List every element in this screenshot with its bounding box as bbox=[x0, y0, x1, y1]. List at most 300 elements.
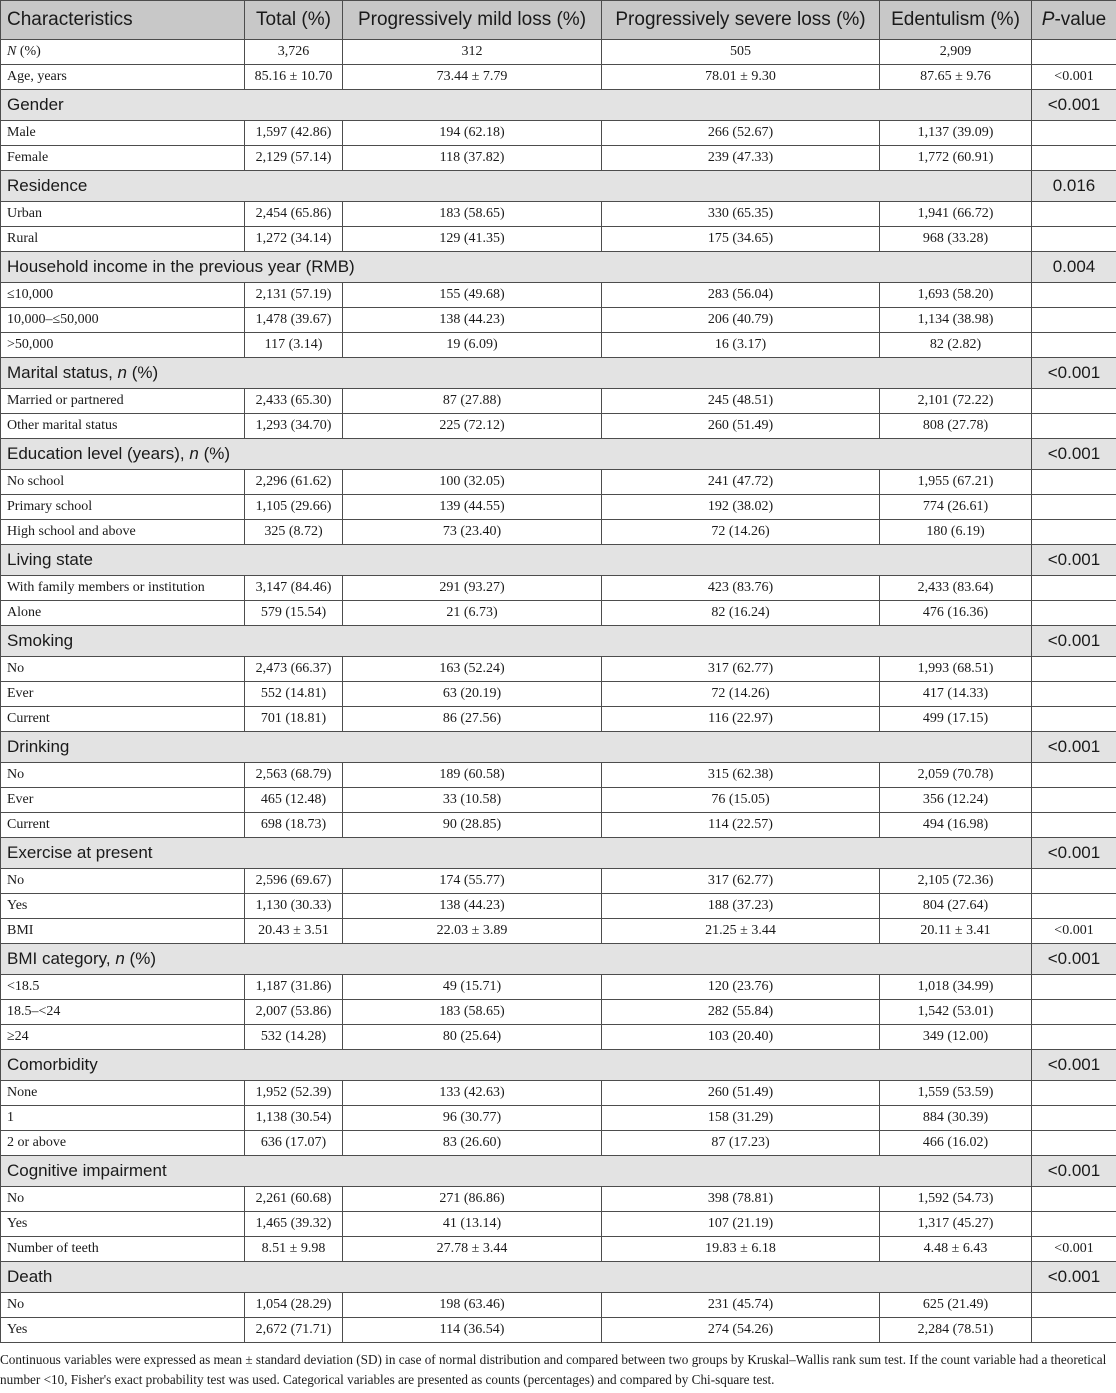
section-label: Living state bbox=[1, 545, 1032, 576]
cell-edentulism: 1,772 (60.91) bbox=[880, 146, 1032, 171]
cell-severe-loss: 274 (54.26) bbox=[602, 1318, 880, 1343]
section-row bbox=[1, 252, 1116, 283]
cell-mild-loss: 114 (36.54) bbox=[343, 1318, 602, 1343]
cell-edentulism: 20.11 ± 3.41 bbox=[880, 919, 1032, 944]
section-label: Marital status, n (%) bbox=[1, 358, 1032, 389]
cell-mild-loss: 133 (42.63) bbox=[343, 1081, 602, 1106]
cell-p-value bbox=[1032, 227, 1116, 252]
cell-edentulism: 625 (21.49) bbox=[880, 1293, 1032, 1318]
cell-edentulism: 2,433 (83.64) bbox=[880, 576, 1032, 601]
section-p-value: 0.004 bbox=[1032, 252, 1116, 283]
cell-total: 2,454 (65.86) bbox=[245, 202, 343, 227]
cell-severe-loss: 423 (83.76) bbox=[602, 576, 880, 601]
section-label: Gender bbox=[1, 90, 1032, 121]
cell-severe-loss: 315 (62.38) bbox=[602, 763, 880, 788]
section-p-value: <0.001 bbox=[1032, 838, 1116, 869]
cell-edentulism: 1,134 (38.98) bbox=[880, 308, 1032, 333]
cell-mild-loss: 291 (93.27) bbox=[343, 576, 602, 601]
cell-total: 2,296 (61.62) bbox=[245, 470, 343, 495]
row-label: 10,000–≤50,000 bbox=[1, 308, 245, 333]
cell-severe-loss: 245 (48.51) bbox=[602, 389, 880, 414]
cell-total: 1,465 (39.32) bbox=[245, 1212, 343, 1237]
cell-p-value bbox=[1032, 520, 1116, 545]
cell-severe-loss: 114 (22.57) bbox=[602, 813, 880, 838]
cell-p-value: <0.001 bbox=[1032, 919, 1116, 944]
cell-mild-loss: 118 (37.82) bbox=[343, 146, 602, 171]
row-label: Current bbox=[1, 707, 245, 732]
row-label: Yes bbox=[1, 1318, 245, 1343]
cell-mild-loss: 83 (26.60) bbox=[343, 1131, 602, 1156]
cell-p-value bbox=[1032, 1293, 1116, 1318]
cell-total: 2,261 (60.68) bbox=[245, 1187, 343, 1212]
table-row bbox=[1, 601, 1116, 626]
cell-total: 1,138 (30.54) bbox=[245, 1106, 343, 1131]
section-p-value: <0.001 bbox=[1032, 1156, 1116, 1187]
row-label: With family members or institution bbox=[1, 576, 245, 601]
table-row bbox=[1, 495, 1116, 520]
cell-p-value bbox=[1032, 40, 1116, 65]
section-row bbox=[1, 90, 1116, 121]
cell-severe-loss: 231 (45.74) bbox=[602, 1293, 880, 1318]
cell-severe-loss: 116 (22.97) bbox=[602, 707, 880, 732]
cell-total: 2,672 (71.71) bbox=[245, 1318, 343, 1343]
section-label: Residence bbox=[1, 171, 1032, 202]
section-label: Death bbox=[1, 1262, 1032, 1293]
table-row bbox=[1, 813, 1116, 838]
cell-mild-loss: 33 (10.58) bbox=[343, 788, 602, 813]
header-characteristics: Characteristics bbox=[1, 1, 245, 40]
cell-mild-loss: 27.78 ± 3.44 bbox=[343, 1237, 602, 1262]
cell-severe-loss: 260 (51.49) bbox=[602, 414, 880, 439]
table-row bbox=[1, 682, 1116, 707]
section-p-value: <0.001 bbox=[1032, 1050, 1116, 1081]
cell-severe-loss: 505 bbox=[602, 40, 880, 65]
table-row bbox=[1, 1237, 1116, 1262]
cell-severe-loss: 72 (14.26) bbox=[602, 682, 880, 707]
section-label: Cognitive impairment bbox=[1, 1156, 1032, 1187]
cell-severe-loss: 175 (34.65) bbox=[602, 227, 880, 252]
section-row bbox=[1, 1156, 1116, 1187]
cell-p-value bbox=[1032, 1025, 1116, 1050]
cell-severe-loss: 21.25 ± 3.44 bbox=[602, 919, 880, 944]
cell-mild-loss: 63 (20.19) bbox=[343, 682, 602, 707]
cell-mild-loss: 183 (58.65) bbox=[343, 1000, 602, 1025]
table-row bbox=[1, 763, 1116, 788]
table-row bbox=[1, 1131, 1116, 1156]
header-edentulism: Edentulism (%) bbox=[880, 1, 1032, 40]
table-row bbox=[1, 146, 1116, 171]
cell-edentulism: 2,059 (70.78) bbox=[880, 763, 1032, 788]
table-row bbox=[1, 894, 1116, 919]
cell-p-value bbox=[1032, 1212, 1116, 1237]
row-label: No bbox=[1, 869, 245, 894]
section-p-value: <0.001 bbox=[1032, 626, 1116, 657]
stat-symbol: n bbox=[189, 444, 199, 463]
row-label: High school and above bbox=[1, 520, 245, 545]
cell-severe-loss: 82 (16.24) bbox=[602, 601, 880, 626]
table-row bbox=[1, 1106, 1116, 1131]
row-label: Number of teeth bbox=[1, 1237, 245, 1262]
cell-edentulism: 1,592 (54.73) bbox=[880, 1187, 1032, 1212]
cell-severe-loss: 188 (37.23) bbox=[602, 894, 880, 919]
table-row bbox=[1, 919, 1116, 944]
cell-edentulism: 1,018 (34.99) bbox=[880, 975, 1032, 1000]
cell-edentulism: 1,955 (67.21) bbox=[880, 470, 1032, 495]
row-label: No school bbox=[1, 470, 245, 495]
cell-p-value bbox=[1032, 975, 1116, 1000]
table-row bbox=[1, 414, 1116, 439]
cell-p-value: <0.001 bbox=[1032, 65, 1116, 90]
section-label: Exercise at present bbox=[1, 838, 1032, 869]
cell-severe-loss: 206 (40.79) bbox=[602, 308, 880, 333]
section-p-value: 0.016 bbox=[1032, 171, 1116, 202]
cell-mild-loss: 80 (25.64) bbox=[343, 1025, 602, 1050]
row-label: 2 or above bbox=[1, 1131, 245, 1156]
cell-total: 2,129 (57.14) bbox=[245, 146, 343, 171]
row-label: No bbox=[1, 657, 245, 682]
cell-total: 579 (15.54) bbox=[245, 601, 343, 626]
row-label: ≤10,000 bbox=[1, 283, 245, 308]
row-label: No bbox=[1, 1293, 245, 1318]
header-total: Total (%) bbox=[245, 1, 343, 40]
cell-edentulism: 349 (12.00) bbox=[880, 1025, 1032, 1050]
cell-severe-loss: 239 (47.33) bbox=[602, 146, 880, 171]
row-label: Female bbox=[1, 146, 245, 171]
cell-severe-loss: 266 (52.67) bbox=[602, 121, 880, 146]
section-label: Comorbidity bbox=[1, 1050, 1032, 1081]
section-row bbox=[1, 1262, 1116, 1293]
cell-p-value bbox=[1032, 1106, 1116, 1131]
table-row bbox=[1, 202, 1116, 227]
cell-total: 698 (18.73) bbox=[245, 813, 343, 838]
cell-mild-loss: 189 (60.58) bbox=[343, 763, 602, 788]
cell-mild-loss: 96 (30.77) bbox=[343, 1106, 602, 1131]
table-row bbox=[1, 707, 1116, 732]
row-label: Rural bbox=[1, 227, 245, 252]
cell-mild-loss: 183 (58.65) bbox=[343, 202, 602, 227]
cell-p-value bbox=[1032, 283, 1116, 308]
table-row bbox=[1, 869, 1116, 894]
table-row bbox=[1, 576, 1116, 601]
cell-severe-loss: 16 (3.17) bbox=[602, 333, 880, 358]
cell-p-value bbox=[1032, 763, 1116, 788]
row-label: Age, years bbox=[1, 65, 245, 90]
cell-severe-loss: 317 (62.77) bbox=[602, 657, 880, 682]
row-label: N (%) bbox=[1, 40, 245, 65]
cell-mild-loss: 174 (55.77) bbox=[343, 869, 602, 894]
cell-total: 2,563 (68.79) bbox=[245, 763, 343, 788]
cell-mild-loss: 194 (62.18) bbox=[343, 121, 602, 146]
table-row bbox=[1, 283, 1116, 308]
cell-p-value bbox=[1032, 414, 1116, 439]
cell-edentulism: 1,559 (53.59) bbox=[880, 1081, 1032, 1106]
cell-total: 465 (12.48) bbox=[245, 788, 343, 813]
table-row bbox=[1, 1187, 1116, 1212]
cell-p-value bbox=[1032, 1187, 1116, 1212]
section-label: Smoking bbox=[1, 626, 1032, 657]
table-row bbox=[1, 520, 1116, 545]
cell-total: 3,726 bbox=[245, 40, 343, 65]
cell-total: 1,187 (31.86) bbox=[245, 975, 343, 1000]
cell-p-value bbox=[1032, 682, 1116, 707]
cell-p-value bbox=[1032, 1000, 1116, 1025]
section-row bbox=[1, 545, 1116, 576]
cell-total: 552 (14.81) bbox=[245, 682, 343, 707]
cell-total: 1,952 (52.39) bbox=[245, 1081, 343, 1106]
cell-p-value bbox=[1032, 333, 1116, 358]
cell-edentulism: 808 (27.78) bbox=[880, 414, 1032, 439]
cell-total: 2,433 (65.30) bbox=[245, 389, 343, 414]
table-row bbox=[1, 975, 1116, 1000]
row-label: No bbox=[1, 763, 245, 788]
cell-edentulism: 2,909 bbox=[880, 40, 1032, 65]
cell-edentulism: 476 (16.36) bbox=[880, 601, 1032, 626]
cell-edentulism: 1,137 (39.09) bbox=[880, 121, 1032, 146]
cell-total: 20.43 ± 3.51 bbox=[245, 919, 343, 944]
cell-severe-loss: 19.83 ± 6.18 bbox=[602, 1237, 880, 1262]
cell-p-value bbox=[1032, 146, 1116, 171]
table-footnote: Continuous variables were expressed as mean ± standard deviation (SD) in case of normal distribution and compared between two groups by Kruskal–Wallis rank sum test. If the count variable had a theoretical number <10, Fisher's exact probability test was used. Categorical variables are presented as counts (percentages) and compared by Chi-square test. bbox=[0, 1352, 1107, 1387]
cell-p-value bbox=[1032, 1318, 1116, 1343]
cell-total: 2,473 (66.37) bbox=[245, 657, 343, 682]
cell-edentulism: 417 (14.33) bbox=[880, 682, 1032, 707]
section-row bbox=[1, 171, 1116, 202]
row-label: Primary school bbox=[1, 495, 245, 520]
table-row bbox=[1, 788, 1116, 813]
cell-edentulism: 4.48 ± 6.43 bbox=[880, 1237, 1032, 1262]
cell-severe-loss: 282 (55.84) bbox=[602, 1000, 880, 1025]
cell-severe-loss: 317 (62.77) bbox=[602, 869, 880, 894]
cell-mild-loss: 138 (44.23) bbox=[343, 894, 602, 919]
cell-p-value bbox=[1032, 601, 1116, 626]
cell-p-value bbox=[1032, 657, 1116, 682]
cell-edentulism: 774 (26.61) bbox=[880, 495, 1032, 520]
cell-edentulism: 82 (2.82) bbox=[880, 333, 1032, 358]
cell-edentulism: 884 (30.39) bbox=[880, 1106, 1032, 1131]
cell-mild-loss: 49 (15.71) bbox=[343, 975, 602, 1000]
cell-p-value bbox=[1032, 894, 1116, 919]
cell-mild-loss: 41 (13.14) bbox=[343, 1212, 602, 1237]
cell-edentulism: 2,105 (72.36) bbox=[880, 869, 1032, 894]
cell-severe-loss: 76 (15.05) bbox=[602, 788, 880, 813]
cell-p-value bbox=[1032, 813, 1116, 838]
header-row bbox=[1, 1, 1116, 40]
cell-edentulism: 804 (27.64) bbox=[880, 894, 1032, 919]
cell-mild-loss: 271 (86.86) bbox=[343, 1187, 602, 1212]
cell-severe-loss: 241 (47.72) bbox=[602, 470, 880, 495]
section-label: Education level (years), n (%) bbox=[1, 439, 1032, 470]
table-row bbox=[1, 1212, 1116, 1237]
cell-mild-loss: 225 (72.12) bbox=[343, 414, 602, 439]
cell-p-value bbox=[1032, 576, 1116, 601]
cell-severe-loss: 120 (23.76) bbox=[602, 975, 880, 1000]
section-label: BMI category, n (%) bbox=[1, 944, 1032, 975]
cell-total: 1,293 (34.70) bbox=[245, 414, 343, 439]
cell-severe-loss: 192 (38.02) bbox=[602, 495, 880, 520]
row-label: No bbox=[1, 1187, 245, 1212]
table-row bbox=[1, 40, 1116, 65]
table-row bbox=[1, 389, 1116, 414]
cell-mild-loss: 86 (27.56) bbox=[343, 707, 602, 732]
cell-p-value bbox=[1032, 470, 1116, 495]
cell-p-value bbox=[1032, 1081, 1116, 1106]
cell-total: 1,478 (39.67) bbox=[245, 308, 343, 333]
row-label: >50,000 bbox=[1, 333, 245, 358]
section-label: Household income in the previous year (RMB) bbox=[1, 252, 1032, 283]
cell-total: 701 (18.81) bbox=[245, 707, 343, 732]
cell-mild-loss: 139 (44.55) bbox=[343, 495, 602, 520]
table-row bbox=[1, 65, 1116, 90]
table-row bbox=[1, 333, 1116, 358]
table-row bbox=[1, 1081, 1116, 1106]
stat-symbol: n bbox=[115, 949, 125, 968]
cell-severe-loss: 260 (51.49) bbox=[602, 1081, 880, 1106]
cell-mild-loss: 87 (27.88) bbox=[343, 389, 602, 414]
section-row bbox=[1, 439, 1116, 470]
section-row bbox=[1, 944, 1116, 975]
cell-total: 1,105 (29.66) bbox=[245, 495, 343, 520]
row-label: Male bbox=[1, 121, 245, 146]
cell-total: 532 (14.28) bbox=[245, 1025, 343, 1050]
section-p-value: <0.001 bbox=[1032, 1262, 1116, 1293]
section-p-value: <0.001 bbox=[1032, 545, 1116, 576]
stat-symbol: N bbox=[7, 44, 17, 59]
cell-total: 325 (8.72) bbox=[245, 520, 343, 545]
stat-symbol: P bbox=[1041, 9, 1055, 30]
cell-total: 636 (17.07) bbox=[245, 1131, 343, 1156]
cell-mild-loss: 100 (32.05) bbox=[343, 470, 602, 495]
cell-edentulism: 494 (16.98) bbox=[880, 813, 1032, 838]
cell-severe-loss: 72 (14.26) bbox=[602, 520, 880, 545]
cell-edentulism: 1,993 (68.51) bbox=[880, 657, 1032, 682]
cell-total: 117 (3.14) bbox=[245, 333, 343, 358]
row-label: None bbox=[1, 1081, 245, 1106]
section-row bbox=[1, 1050, 1116, 1081]
row-label: Married or partnered bbox=[1, 389, 245, 414]
row-label: Other marital status bbox=[1, 414, 245, 439]
row-label: Alone bbox=[1, 601, 245, 626]
cell-mild-loss: 21 (6.73) bbox=[343, 601, 602, 626]
cell-p-value: <0.001 bbox=[1032, 1237, 1116, 1262]
cell-p-value bbox=[1032, 707, 1116, 732]
cell-edentulism: 87.65 ± 9.76 bbox=[880, 65, 1032, 90]
section-p-value: <0.001 bbox=[1032, 439, 1116, 470]
table-header bbox=[1, 1, 1116, 40]
row-label: Yes bbox=[1, 1212, 245, 1237]
cell-severe-loss: 330 (65.35) bbox=[602, 202, 880, 227]
cell-mild-loss: 19 (6.09) bbox=[343, 333, 602, 358]
table-row bbox=[1, 470, 1116, 495]
cell-total: 1,597 (42.86) bbox=[245, 121, 343, 146]
header-mild-loss: Progressively mild loss (%) bbox=[343, 1, 602, 40]
cell-edentulism: 356 (12.24) bbox=[880, 788, 1032, 813]
cell-edentulism: 2,101 (72.22) bbox=[880, 389, 1032, 414]
cell-total: 1,054 (28.29) bbox=[245, 1293, 343, 1318]
cell-severe-loss: 398 (78.81) bbox=[602, 1187, 880, 1212]
cell-edentulism: 968 (33.28) bbox=[880, 227, 1032, 252]
cell-edentulism: 180 (6.19) bbox=[880, 520, 1032, 545]
cell-edentulism: 2,284 (78.51) bbox=[880, 1318, 1032, 1343]
header-p-value: P-value bbox=[1032, 1, 1116, 40]
cell-edentulism: 499 (17.15) bbox=[880, 707, 1032, 732]
cell-severe-loss: 158 (31.29) bbox=[602, 1106, 880, 1131]
cell-p-value bbox=[1032, 121, 1116, 146]
stat-symbol: n bbox=[117, 363, 128, 382]
cell-total: 8.51 ± 9.98 bbox=[245, 1237, 343, 1262]
cell-mild-loss: 73.44 ± 7.79 bbox=[343, 65, 602, 90]
cell-edentulism: 1,693 (58.20) bbox=[880, 283, 1032, 308]
row-label: Urban bbox=[1, 202, 245, 227]
cell-edentulism: 1,941 (66.72) bbox=[880, 202, 1032, 227]
cell-edentulism: 1,317 (45.27) bbox=[880, 1212, 1032, 1237]
section-p-value: <0.001 bbox=[1032, 90, 1116, 121]
cell-total: 1,272 (34.14) bbox=[245, 227, 343, 252]
table-row bbox=[1, 227, 1116, 252]
cell-severe-loss: 103 (20.40) bbox=[602, 1025, 880, 1050]
table-body bbox=[1, 40, 1116, 1343]
cell-p-value bbox=[1032, 495, 1116, 520]
section-row bbox=[1, 732, 1116, 763]
cell-total: 85.16 ± 10.70 bbox=[245, 65, 343, 90]
row-label: 1 bbox=[1, 1106, 245, 1131]
cell-total: 1,130 (30.33) bbox=[245, 894, 343, 919]
row-label: 18.5–<24 bbox=[1, 1000, 245, 1025]
cell-mild-loss: 73 (23.40) bbox=[343, 520, 602, 545]
section-row bbox=[1, 358, 1116, 389]
table-row bbox=[1, 1318, 1116, 1343]
cell-mild-loss: 312 bbox=[343, 40, 602, 65]
cell-total: 2,596 (69.67) bbox=[245, 869, 343, 894]
cell-total: 2,007 (53.86) bbox=[245, 1000, 343, 1025]
cell-p-value bbox=[1032, 869, 1116, 894]
row-label: Yes bbox=[1, 894, 245, 919]
table-row bbox=[1, 1000, 1116, 1025]
row-label: Current bbox=[1, 813, 245, 838]
row-label: Ever bbox=[1, 788, 245, 813]
row-label: <18.5 bbox=[1, 975, 245, 1000]
section-label: Drinking bbox=[1, 732, 1032, 763]
cell-edentulism: 1,542 (53.01) bbox=[880, 1000, 1032, 1025]
cell-edentulism: 466 (16.02) bbox=[880, 1131, 1032, 1156]
row-label: ≥24 bbox=[1, 1025, 245, 1050]
cell-severe-loss: 107 (21.19) bbox=[602, 1212, 880, 1237]
table-row bbox=[1, 1025, 1116, 1050]
table-row bbox=[1, 121, 1116, 146]
cell-p-value bbox=[1032, 389, 1116, 414]
table-row bbox=[1, 308, 1116, 333]
cell-mild-loss: 138 (44.23) bbox=[343, 308, 602, 333]
cell-mild-loss: 90 (28.85) bbox=[343, 813, 602, 838]
cell-p-value bbox=[1032, 308, 1116, 333]
cell-mild-loss: 22.03 ± 3.89 bbox=[343, 919, 602, 944]
section-p-value: <0.001 bbox=[1032, 944, 1116, 975]
cell-severe-loss: 78.01 ± 9.30 bbox=[602, 65, 880, 90]
cell-p-value bbox=[1032, 202, 1116, 227]
row-label: BMI bbox=[1, 919, 245, 944]
cell-mild-loss: 155 (49.68) bbox=[343, 283, 602, 308]
section-p-value: <0.001 bbox=[1032, 732, 1116, 763]
cell-mild-loss: 129 (41.35) bbox=[343, 227, 602, 252]
table-row bbox=[1, 1293, 1116, 1318]
header-severe-loss: Progressively severe loss (%) bbox=[602, 1, 880, 40]
cell-total: 2,131 (57.19) bbox=[245, 283, 343, 308]
table-row bbox=[1, 657, 1116, 682]
cell-severe-loss: 87 (17.23) bbox=[602, 1131, 880, 1156]
section-row bbox=[1, 838, 1116, 869]
cell-p-value bbox=[1032, 1131, 1116, 1156]
cell-p-value bbox=[1032, 788, 1116, 813]
cell-total: 3,147 (84.46) bbox=[245, 576, 343, 601]
